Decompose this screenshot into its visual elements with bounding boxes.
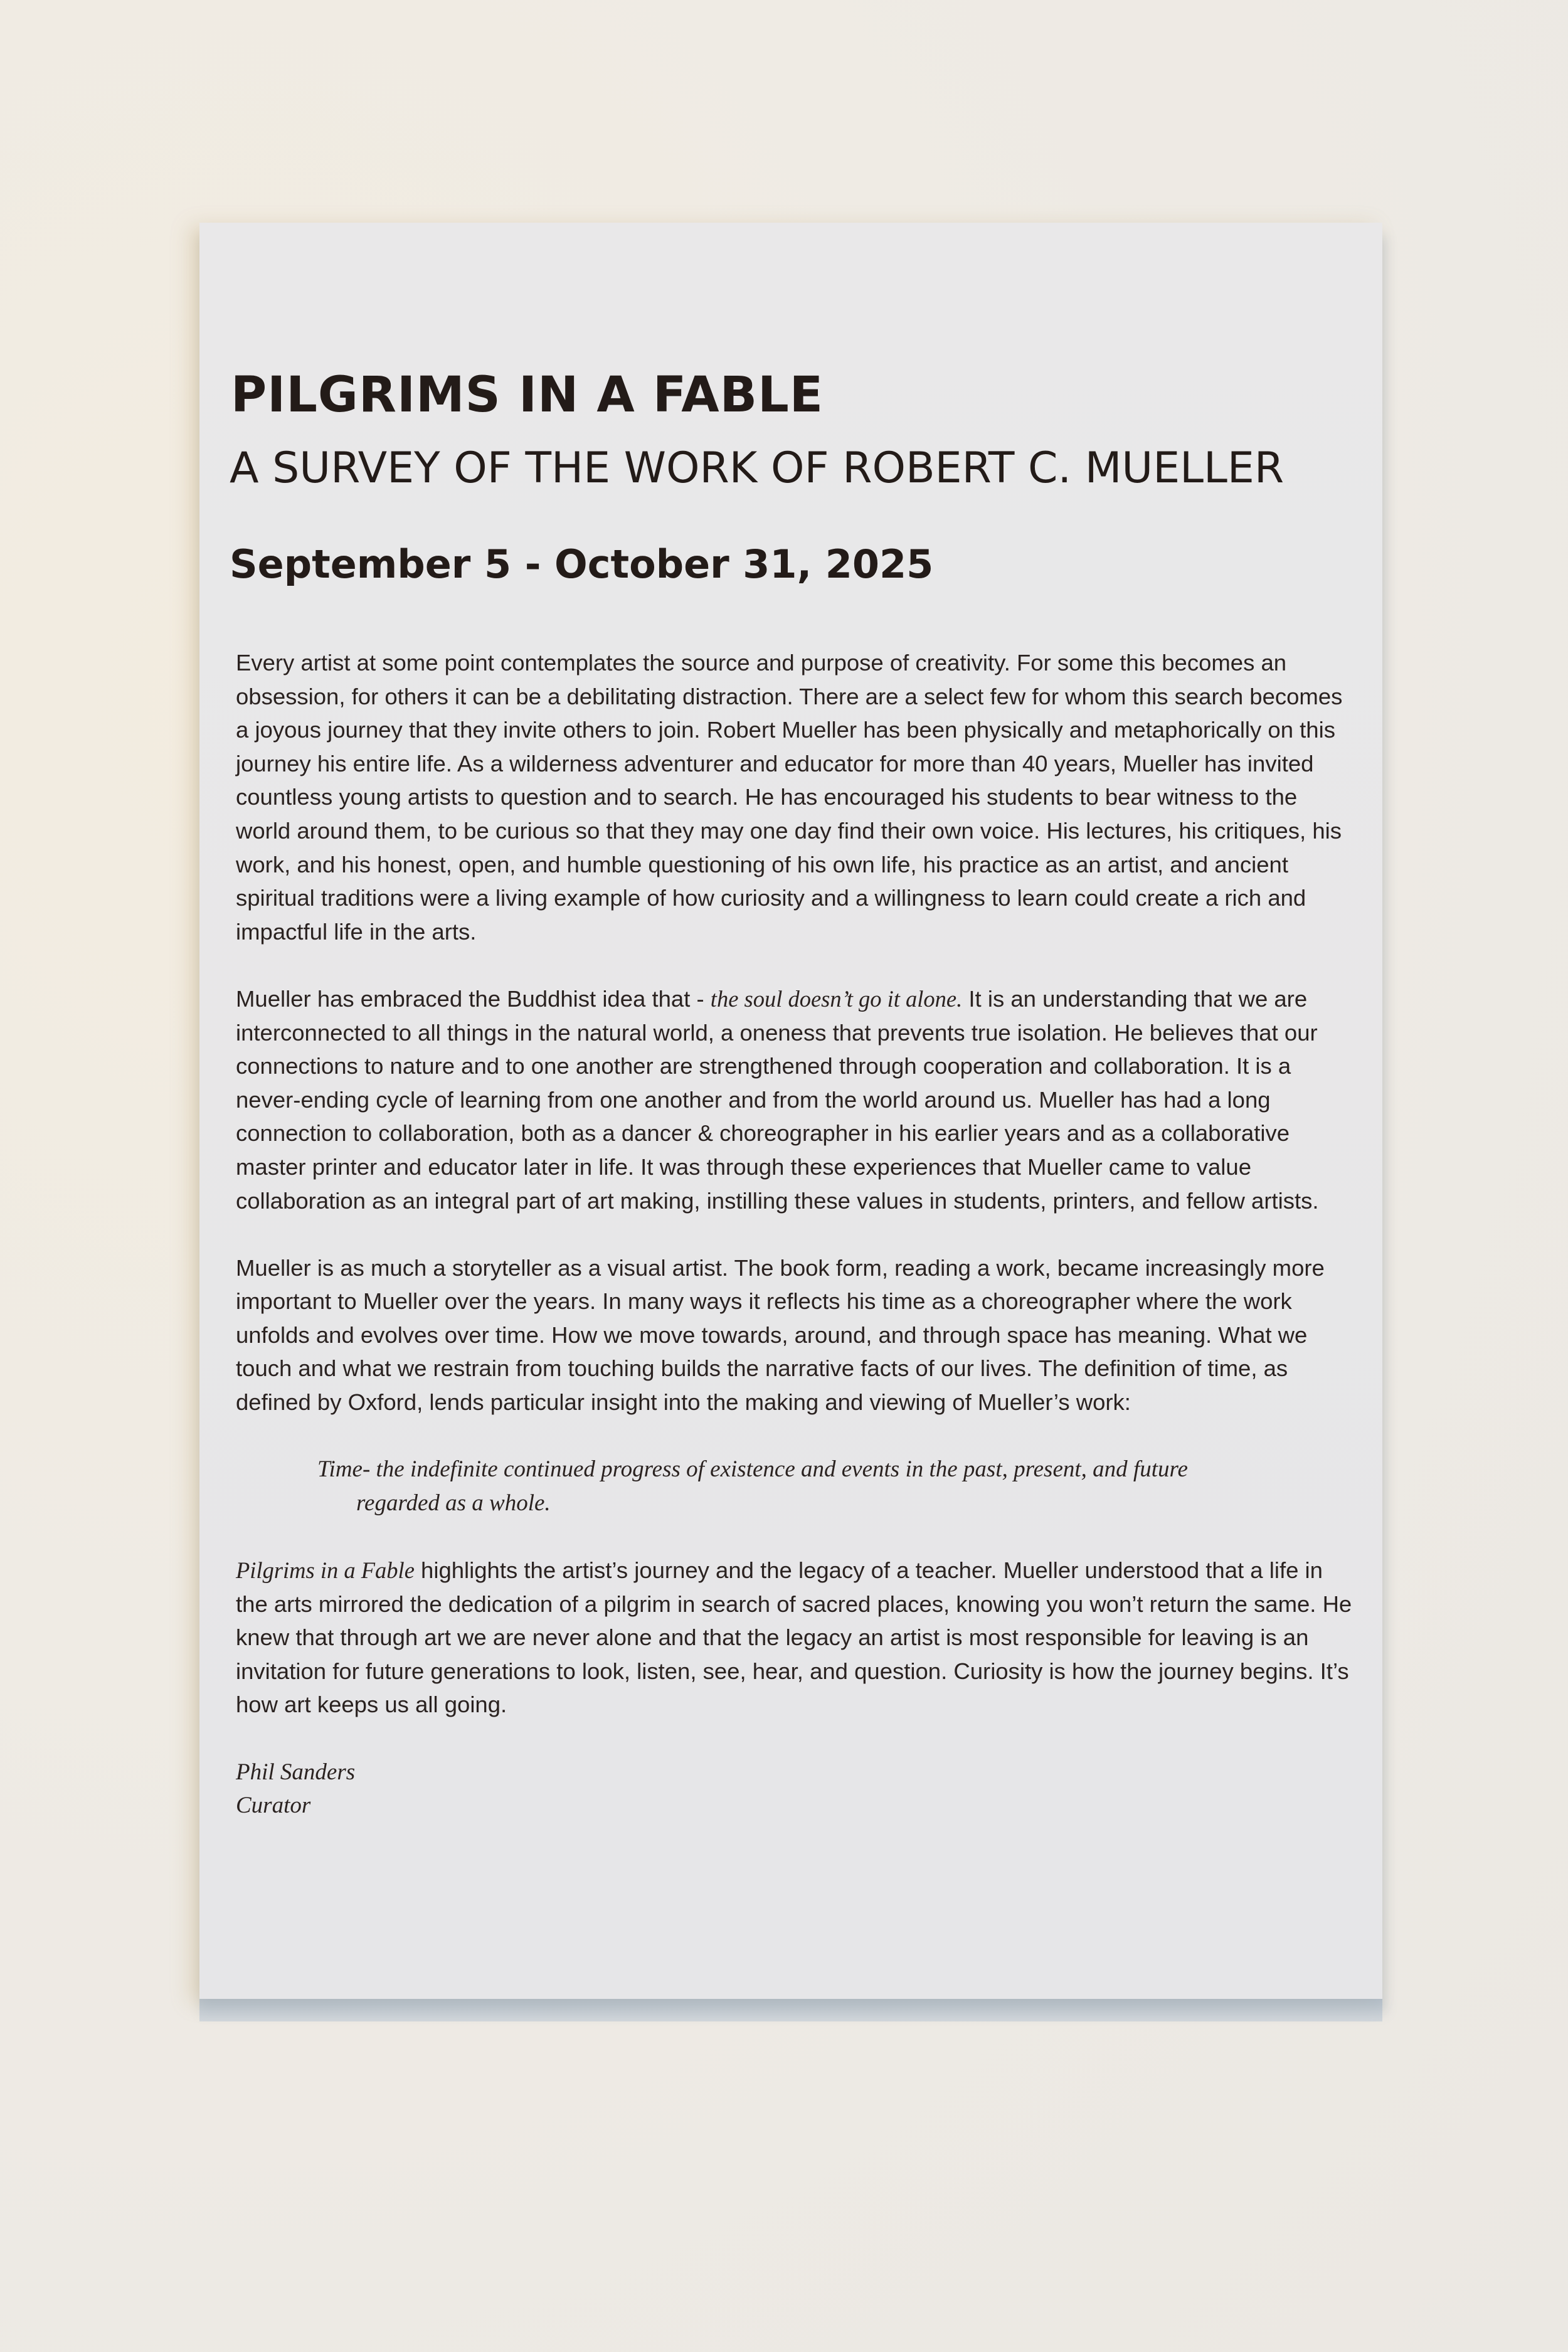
- curatorial-essay: [236, 646, 1352, 1823]
- paragraph-4-italic-title: Pilgrims in a Fable: [236, 1557, 415, 1584]
- essay-paragraph-1: Every artist at some point contemplates the source and purpose of creativity. For some this becomes an obsession, for others it can be a debilitating distraction. There are a select few for whom this search becomes a joyous journey that they invite others to join. Robert Mueller has been physically and metaphorically on this journey his entire life. As a wilderness adventurer and educator for more than 40 years, Mueller has invited countless young artists to question and to search. He has encouraged his students to bear witness to the world around them, to be curious so that they may one day find their own voice. His lectures, his critiques, his work, and his honest, open, and humble questioning of his own life, his practice as an artist, and ancient spiritual traditions were a living example of how curiosity and a willingness to learn could create a rich and impactful life in the arts.: [236, 650, 1343, 945]
- essay-paragraph-4: [236, 1554, 1352, 1722]
- exhibition-dates: September 5 - October 31, 2025: [230, 541, 934, 587]
- exhibition-subtitle: A SURVEY OF THE WORK OF ROBERT C. MUELLER: [230, 443, 1285, 493]
- curator-signature: [236, 1756, 1352, 1823]
- paragraph-4-rest: highlights the artist’s journey and the legacy of a teacher. Mueller understood that a life in the arts mirrored the dedication of a pilgrim in search of sacred places, knowing you won’t return the same. He knew that through art we are never alone and that the legacy an artist is most responsible for leaving is an invitation for future generations to look, listen, see, hear, and question. Curiosity is how the journey begins. It’s how art keeps us all going.: [236, 1557, 1352, 1718]
- essay-paragraph-3: Mueller is as much a storyteller as a visual artist. The book form, reading a work, became increasingly more important to Mueller over the years. In many ways it reflects his time as a choreographer where the work unfolds and evolves over time. How we move towards, around, and through space has meaning. What we touch and what we restrain from touching builds the narrative facts of our lives. The definition of time, as defined by Oxford, lends particular insight into the making and viewing of Mueller’s work:: [236, 1254, 1325, 1416]
- curator-name: Phil Sanders: [236, 1759, 356, 1785]
- paragraph-2-italic-phrase: the soul doesn’t go it alone.: [710, 985, 963, 1012]
- essay-paragraph-2: [236, 982, 1352, 1217]
- paragraph-2-rest: It is an understanding that we are interconnected to all things in the natural world, a oneness that prevents true isolation. He believes that our connections to nature and to one another are strengthened through cooperation and collaboration. It is a never-ending cycle of learning from one another and from the world around us. Mueller has had a long connection to collaboration, both as a dancer & choreographer in his earlier years and as a collaborative master printer and educator later in life. It was through these experiences that Mueller came to value collaboration as an integral part of art making, instilling these values in students, printers, and fellow artists.: [236, 985, 1319, 1214]
- oxford-definition-quote: Time- the indefinite continued progress of existence and events in the past, present, and future regarded as a whole.: [317, 1456, 1188, 1516]
- wall-text-panel: [199, 223, 1382, 1999]
- exhibition-title: PILGRIMS IN A FABLE: [231, 367, 824, 423]
- panel-bottom-edge: [199, 1999, 1382, 2021]
- curator-role: Curator: [236, 1793, 311, 1819]
- paragraph-2-lead: Mueller has embraced the Buddhist idea that -: [236, 985, 711, 1012]
